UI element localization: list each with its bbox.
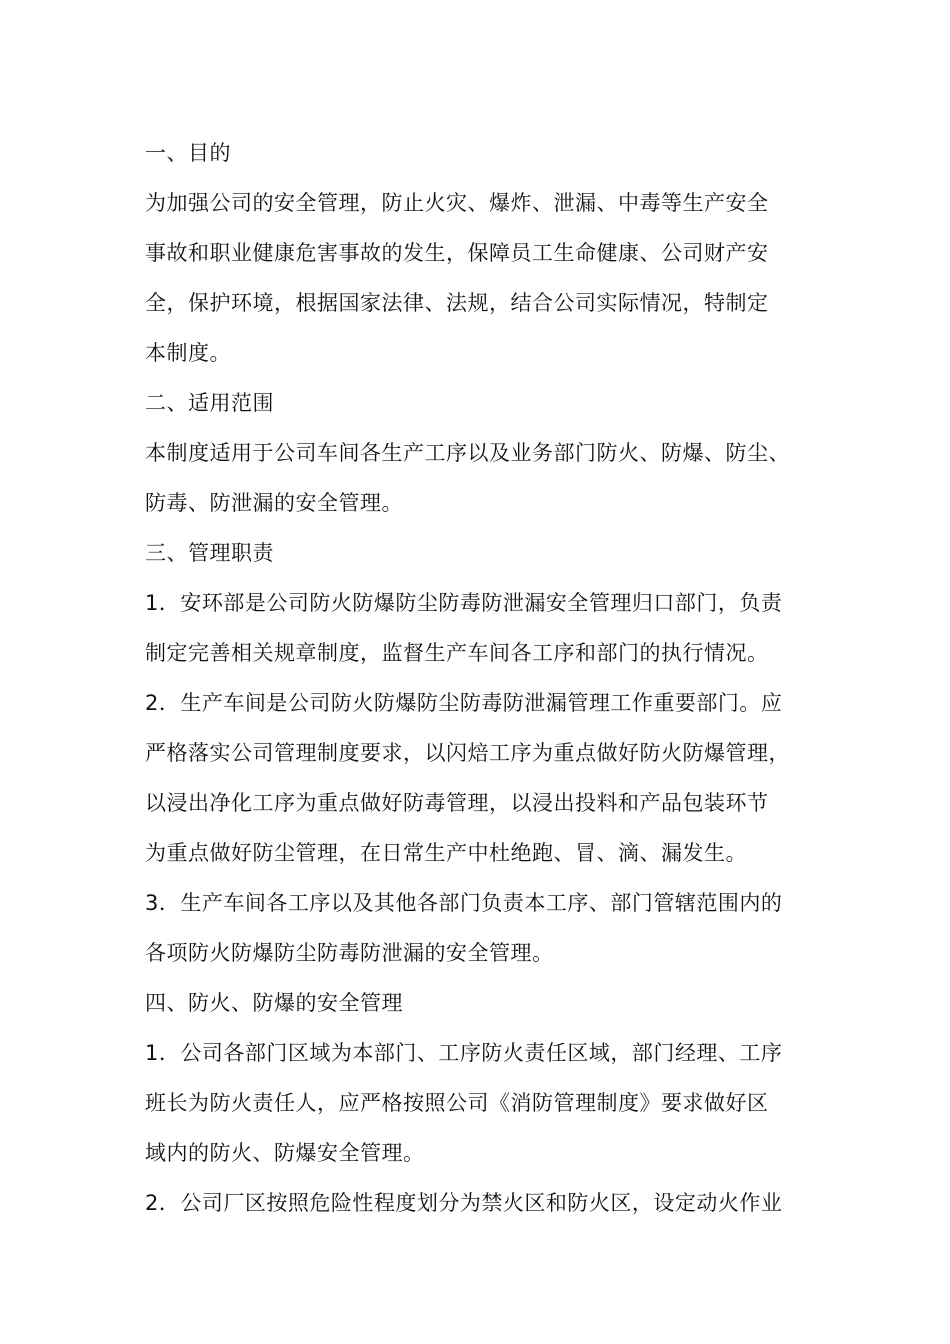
section-heading-responsibilities: 三、管理职责: [145, 541, 274, 565]
paragraph-line: 事故和职业健康危害事故的发生，保障员工生命健康、公司财产安: [145, 241, 769, 265]
list-item-line: 以浸出净化工序为重点做好防毒管理，以浸出投料和产品包装环节: [145, 791, 769, 815]
paragraph-line: 本制度适用于公司车间各生产工序以及业务部门防火、防爆、防尘、: [145, 441, 790, 465]
section-heading-scope: 二、适用范围: [145, 391, 274, 415]
list-item-line: 1．安环部是公司防火防爆防尘防毒防泄漏安全管理归口部门，负责: [145, 591, 783, 615]
paragraph-line: 全，保护环境，根据国家法律、法规，结合公司实际情况，特制定: [145, 291, 769, 315]
list-item-line: 各项防火防爆防尘防毒防泄漏的安全管理。: [145, 941, 554, 965]
paragraph-line: 防毒、防泄漏的安全管理。: [145, 491, 403, 515]
list-item-line: 班长为防火责任人，应严格按照公司《消防管理制度》要求做好区: [145, 1091, 769, 1115]
document-body: [145, 128, 825, 1228]
section-heading-purpose: 一、目的: [145, 141, 231, 165]
list-item-line: 域内的防火、防爆安全管理。: [145, 1141, 425, 1165]
list-item-line: 3．生产车间各工序以及其他各部门负责本工序、部门管辖范围内的: [145, 891, 783, 915]
paragraph-line: 本制度。: [145, 341, 231, 365]
list-item-line: 2．公司厂区按照危险性程度划分为禁火区和防火区，设定动火作业: [145, 1191, 783, 1215]
section-heading-fire-explosion: 四、防火、防爆的安全管理: [145, 991, 403, 1015]
list-item-line: 制定完善相关规章制度，监督生产车间各工序和部门的执行情况。: [145, 641, 769, 665]
list-item-line: 为重点做好防尘管理，在日常生产中杜绝跑、冒、滴、漏发生。: [145, 841, 747, 865]
list-item-line: 1．公司各部门区域为本部门、工序防火责任区域，部门经理、工序: [145, 1041, 783, 1065]
list-item-line: 2．生产车间是公司防火防爆防尘防毒防泄漏管理工作重要部门。应: [145, 691, 783, 715]
list-item-line: 严格落实公司管理制度要求，以闪焙工序为重点做好防火防爆管理，: [145, 741, 790, 765]
paragraph-line: 为加强公司的安全管理，防止火灾、爆炸、泄漏、中毒等生产安全: [145, 191, 769, 215]
